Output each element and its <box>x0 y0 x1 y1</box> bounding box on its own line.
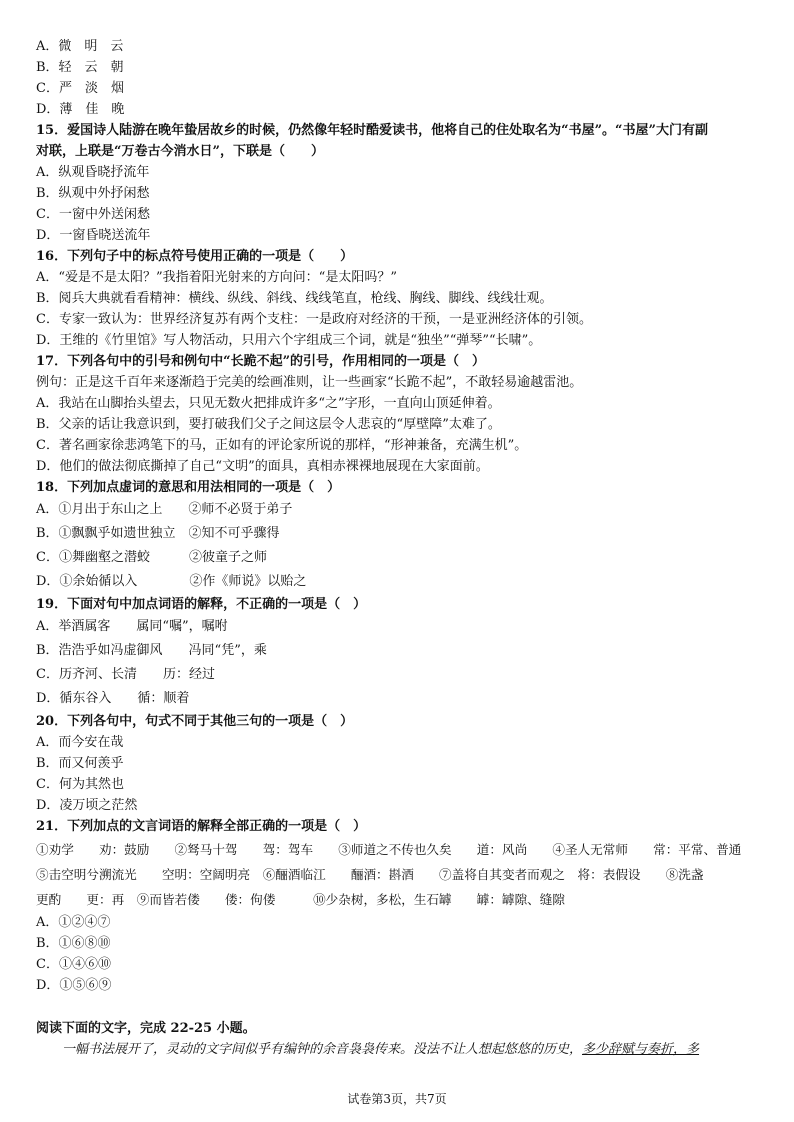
q14-option-a: A．微 明 云 <box>36 39 124 54</box>
q14-option-c: C．严 淡 烟 <box>36 81 124 96</box>
q15-option-c: C．一窗中外送闲愁 <box>36 207 150 222</box>
q21-items-line1: ①劝学 劝：鼓励 ②驽马十驾 驾：驾车 ③师道之不传也久矣 道：风尚 ④圣人无常师 常：平常、普通 <box>36 842 742 857</box>
q14-option-d: D．薄 佳 晚 <box>36 102 125 117</box>
q18-stem: 18．下列加点虚词的意思和用法相同的一项是（ ） <box>36 480 341 495</box>
q17-option-b: B．父亲的话让我意识到，要打破我们父子之间这层令人悲哀的“厚壁障”太难了。 <box>36 417 501 432</box>
question-17 <box>36 351 762 477</box>
q19-option-d: D．循东谷入 循：顺着 <box>36 691 190 706</box>
q21-items-line2: ⑤击空明兮溯流光 空明：空阔明亮 ⑥酾酒临江 酾酒：斟酒 ⑦盖将自其变者而观之 将：表假设 ⑧洗盏 <box>36 867 704 882</box>
q20-stem: 20．下列各句中，句式不同于其他三句的一项是（ ） <box>36 714 354 729</box>
reading-paragraph-text: 一幅书法展开了，灵动的文字间似乎有编钟的余音袅袅传来。没法不让人想起悠悠的历史， <box>62 1042 583 1057</box>
q17-stem: 17．下列各句中的引号和例句中“长跪不起”的引号，作用相同的一项是（ ） <box>36 354 486 369</box>
reading-underlined-text: 多少辞赋与奏折，多 <box>582 1042 700 1057</box>
q19-option-c: C．历齐河、长清 历：经过 <box>36 667 215 682</box>
q16-option-b: B．阅兵大典就看看精神：横线、纵线、斜线、线线笔直，枪线、胸线、脚线、线线壮观。 <box>36 291 553 306</box>
q18-option-b: B．①飘飘乎如遗世独立 ②知不可乎骤得 <box>36 526 280 541</box>
q17-example: 例句：正是这千百年来逐渐趋于完美的绘画准则，让一些画家“长跪不起”，不敢轻易逾越雷池。 <box>36 375 583 390</box>
reading-section <box>36 1018 762 1060</box>
q16-option-a: A．“爱是不是太阳？”我指着阳光射来的方向问：“是太阳吗？” <box>36 270 397 285</box>
q15-stem-line1: 15．爱国诗人陆游在晚年蛰居故乡的时候，仍然像年轻时酷爱读书，他将自己的住处取名为“书屋”。“书屋”大门有副 <box>36 123 709 138</box>
q14-options <box>36 36 762 120</box>
question-21 <box>36 816 762 996</box>
section-gap <box>36 996 762 1012</box>
q18-option-d: D．①余始循以入 ②作《师说》以贻之 <box>36 574 307 589</box>
q14-option-b: B．轻 云 朝 <box>36 60 124 75</box>
page-footer: 试卷第3页，共7页 <box>347 1092 447 1106</box>
q18-option-a: A．①月出于东山之上 ②师不必贤于弟子 <box>36 502 293 517</box>
q17-option-a: A．我站在山脚抬头望去，只见无数火把排成许多“之”字形，一直向山顶延伸着。 <box>36 396 501 411</box>
exam-page <box>36 36 762 1060</box>
q21-option-d: D．①⑤⑥⑨ <box>36 978 112 993</box>
q16-stem: 16．下列句子中的标点符号使用正确的一项是（ ） <box>36 249 354 264</box>
q15-option-a: A．纵观昏晓抒流年 <box>36 165 150 180</box>
q21-items-line3: 更酌 更：再 ⑨而皆若偻 偻：佝偻 ⑩少杂树，多松，生石罅 罅：罅隙、缝隙 <box>36 892 565 907</box>
q15-option-d: D．一窗昏晓送流年 <box>36 228 151 243</box>
q19-option-a: A．举酒属客 属同“嘱”，嘱咐 <box>36 619 228 634</box>
q20-option-b: B．而又何羡乎 <box>36 756 124 771</box>
q21-option-c: C．①④⑥⑩ <box>36 957 111 972</box>
q15-stem-line2: 对联，上联是“万卷古今消水日”，下联是（ ） <box>36 144 324 159</box>
question-16 <box>36 246 762 351</box>
q17-option-d: D．他们的做法彻底撕掉了自己“文明”的面具，真相赤裸裸地展现在大家面前。 <box>36 459 489 474</box>
question-19 <box>36 594 762 711</box>
q16-option-d: D．王维的《竹里馆》写人物活动，只用六个字组成三个词，就是“独坐”“弹琴”“长啸”。 <box>36 333 542 348</box>
question-18 <box>36 477 762 594</box>
q21-option-b: B．①⑥⑧⑩ <box>36 936 111 951</box>
q15-option-b: B．纵观中外抒闲愁 <box>36 186 150 201</box>
question-15 <box>36 120 762 246</box>
reading-heading: 阅读下面的文字，完成 22-25 小题。 <box>36 1021 256 1036</box>
q21-stem: 21．下列加点的文言词语的解释全部正确的一项是（ ） <box>36 819 367 834</box>
q21-option-a: A．①②④⑦ <box>36 915 111 930</box>
q16-option-c: C．专家一致认为：世界经济复苏有两个支柱：一是政府对经济的干预，一是亚洲经济体的引领。 <box>36 312 592 327</box>
q19-option-b: B．浩浩乎如冯虚御风 冯同“凭”，乘 <box>36 643 267 658</box>
question-20 <box>36 711 762 816</box>
q20-option-c: C．何为其然也 <box>36 777 124 792</box>
q17-option-c: C．著名画家徐悲鸿笔下的马，正如有的评论家所说的那样，“形神兼备，充满生机”。 <box>36 438 528 453</box>
q20-option-a: A．而今安在哉 <box>36 735 124 750</box>
reading-paragraph <box>36 1039 762 1060</box>
q18-option-c: C．①舞幽壑之潜蛟 ②彼童子之师 <box>36 550 267 565</box>
q20-option-d: D．凌万顷之茫然 <box>36 798 138 813</box>
q19-stem: 19．下面对句中加点词语的解释，不正确的一项是（ ） <box>36 597 367 612</box>
